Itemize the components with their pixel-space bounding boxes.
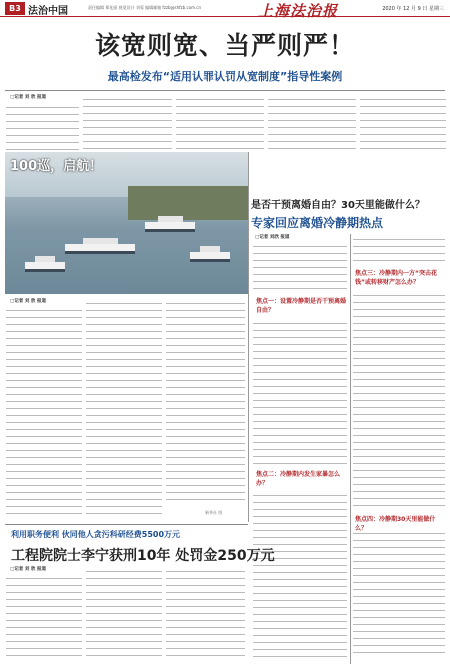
section-rule <box>5 524 248 525</box>
bottom-story-col-2 <box>86 566 162 663</box>
photo-story-col-2 <box>86 298 162 519</box>
newspaper-masthead: 上海法治报 <box>258 2 339 20</box>
photo-story-col-1 <box>6 305 82 519</box>
patrol-boat <box>25 262 65 272</box>
page-number: B3 <box>5 2 25 15</box>
focus-heading-4: 焦点四：冷静期30天里能做什么？ <box>355 516 436 532</box>
headline-rule <box>5 90 445 91</box>
column-divider <box>350 234 351 664</box>
focus-heading-2: 焦点二：冷静期内发生家暴怎么办？ <box>256 471 341 487</box>
patrol-boat <box>145 222 195 232</box>
main-story-col-2 <box>83 94 172 150</box>
bottom-story-byline: □记者 刘 欣 报道 <box>10 567 46 572</box>
right-story-kicker: 是否干预离婚自由？30天里能做什么？ <box>251 200 425 211</box>
focus-heading-1: 焦点一：设置冷静期是否干预离婚自由？ <box>256 298 347 314</box>
main-byline: □记者 刘 欣 报道 <box>10 95 46 100</box>
main-story-col-4 <box>268 94 356 150</box>
right-story-col-1-body-2 <box>253 490 347 662</box>
page-header <box>0 0 450 20</box>
section-title: 法治中国 <box>28 6 68 17</box>
main-story-col-5 <box>360 94 446 150</box>
right-story-col-2-body <box>353 290 445 512</box>
bottom-story-col-1 <box>6 573 82 663</box>
right-story-headline: 专家回应离婚冷静期热点 <box>251 216 384 230</box>
bottom-story-kicker: 利用职务便利 伙同他人贪污科研经费5500万元 <box>11 530 181 539</box>
main-headline: 该宽则宽、当严则严！ <box>94 31 355 60</box>
patrol-boat <box>190 252 230 262</box>
focus-heading-3: 焦点三：冷静期内一方“突击花钱”或转移财产怎么办？ <box>355 270 437 286</box>
right-story-col-1-intro <box>253 241 347 293</box>
column-divider <box>248 152 249 522</box>
issue-date: 2020 年 12 月 9 日 星期三 <box>382 6 444 12</box>
main-subheadline: 最高检发布“适用认罪认罚从宽制度”指导性案例 <box>107 70 343 83</box>
photo-story-byline: □记者 刘 欣 报道 <box>10 299 46 304</box>
photo-credit: 新华社 图 <box>205 510 223 515</box>
right-story-col-1-body <box>253 318 347 468</box>
bottom-story-col-3 <box>166 566 245 663</box>
main-story-col-1 <box>6 102 79 150</box>
right-story-col-2-top <box>353 234 445 266</box>
patrol-boat <box>65 244 135 254</box>
bottom-story-headline: 工程院院士李宁获刑10年 处罚金250万元 <box>11 548 275 564</box>
photo-shore <box>128 186 248 220</box>
photo-caption: 100巡，启航！ <box>10 159 103 174</box>
main-story-col-3 <box>176 94 264 150</box>
right-story-col-2-body-2 <box>353 528 445 662</box>
photo-story-col-3 <box>166 298 245 506</box>
editor-credits: 责任编辑 郑化丽 视觉设计 刘蓉 编辑邮箱 fzzb@shfzb.com.cn <box>88 5 201 10</box>
right-story-byline: □记者 刘欣 报道 <box>255 235 290 240</box>
